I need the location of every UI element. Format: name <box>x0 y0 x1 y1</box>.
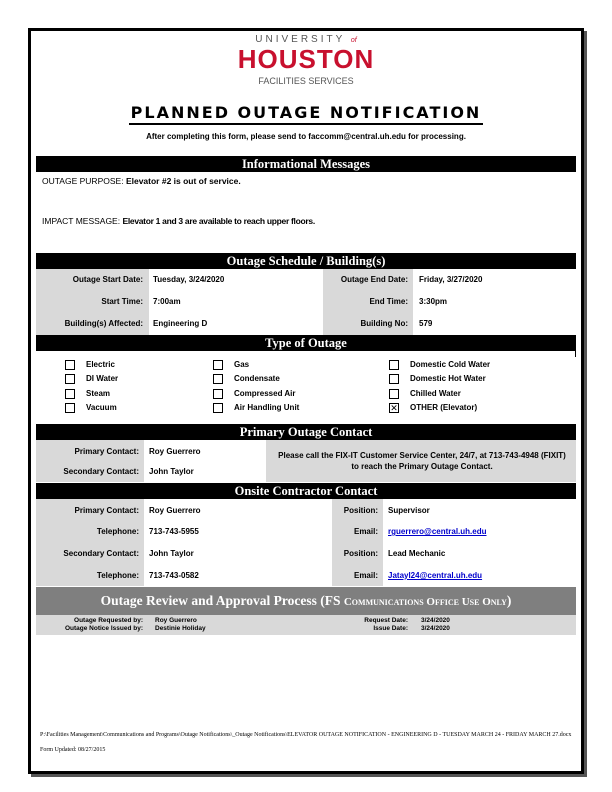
checkbox-label-di-water: DI Water <box>86 374 119 383</box>
checkbox-label-domestic-cold-water: Domestic Cold Water <box>410 360 491 369</box>
checkbox-label-condensate: Condensate <box>234 374 280 383</box>
onsite-primary-email-link[interactable]: rguerrero@central.uh.edu <box>388 527 487 536</box>
outage-purpose: OUTAGE PURPOSE: Elevator #2 is out of service. <box>42 176 241 186</box>
start-time-label: Start Time: <box>101 297 143 306</box>
onsite-secondary-email-link[interactable]: Jatayl24@central.uh.edu <box>388 571 483 580</box>
issue-date-label: Issue Date: <box>373 625 408 632</box>
instruction-text: After completing this form, please send to faccomm@central.uh.edu for processing. <box>146 132 466 141</box>
primary-contact-name: Roy Guerrero <box>149 447 201 456</box>
checkbox-electric[interactable] <box>65 360 75 370</box>
issued-by-value: Destinie Holiday <box>155 625 206 632</box>
checkbox-label-air-handling-unit: Air Handling Unit <box>234 403 300 412</box>
onsite-secondary-email-label: Email: <box>353 571 378 580</box>
onsite-primary-email-label: Email: <box>353 527 378 536</box>
onsite-primary-position: Supervisor <box>388 506 430 515</box>
issue-date-value: 3/24/2020 <box>421 625 450 632</box>
end-time-label: End Time: <box>369 297 408 306</box>
checkbox-domestic-hot-water[interactable] <box>389 374 399 384</box>
logo-houston: HOUSTON <box>237 44 375 74</box>
page-title: PLANNED OUTAGE NOTIFICATION <box>0 103 612 123</box>
primary-contact-label: Primary Contact: <box>74 447 139 456</box>
end-time-value: 3:30pm <box>419 297 448 306</box>
checkbox-label-vacuum: Vacuum <box>86 403 117 412</box>
requested-by-value: Roy Guerrero <box>155 617 197 624</box>
onsite-secondary-label: Secondary Contact: <box>63 549 139 558</box>
informational-header: Informational Messages <box>36 156 576 172</box>
building-no-value: 579 <box>419 319 433 328</box>
type-header: Type of Outage <box>36 335 576 351</box>
onsite-secondary-phone-label: Telephone: <box>96 571 139 580</box>
primary-contact-header: Primary Outage Contact <box>36 424 576 440</box>
fixit-note: Please call the FIX-IT Customer Service Center, 24/7, at 713-743-4948 (FIXIT) to reach the Primary Outage Contact. <box>278 451 566 471</box>
onsite-primary-label: Primary Contact: <box>74 506 139 515</box>
building-no-label: Building No: <box>360 319 408 328</box>
checkbox-other[interactable]: ✕ <box>390 403 398 413</box>
requested-by-label: Outage Requested by: <box>74 617 143 624</box>
checkbox-compressed-air[interactable] <box>213 389 223 399</box>
impact-message: IMPACT MESSAGE: Elevator 1 and 3 are available to reach upper floors. <box>42 216 315 226</box>
onsite-contact-header: Onsite Contractor Contact <box>36 483 576 499</box>
onsite-secondary-position-label: Position: <box>343 549 378 558</box>
checkbox-air-handling-unit[interactable] <box>213 403 223 413</box>
request-date-value: 3/24/2020 <box>421 617 450 624</box>
checkbox-gas[interactable] <box>213 360 223 370</box>
start-time-value: 7:00am <box>153 297 181 306</box>
end-date-label: Outage End Date: <box>340 275 408 284</box>
checkbox-label-steam: Steam <box>86 389 111 398</box>
issued-by-label: Outage Notice Issued by: <box>64 625 143 632</box>
logo-university: UNIVERSITY of <box>255 34 357 45</box>
checkbox-label-compressed-air: Compressed Air <box>234 389 296 398</box>
checkbox-steam[interactable] <box>65 389 75 399</box>
secondary-contact-name: John Taylor <box>149 467 194 476</box>
checkbox-di-water[interactable] <box>65 374 75 384</box>
onsite-primary-position-label: Position: <box>343 506 378 515</box>
onsite-secondary-position: Lead Mechanic <box>388 549 446 558</box>
onsite-primary-name: Roy Guerrero <box>149 506 201 515</box>
checkbox-label-domestic-hot-water: Domestic Hot Water <box>410 374 486 383</box>
logo-facilities-services: FACILITIES SERVICES <box>258 76 354 86</box>
checkbox-label-other: OTHER (Elevator) <box>410 403 478 412</box>
schedule-header: Outage Schedule / Building(s) <box>36 253 576 269</box>
header-edge-tick <box>575 351 576 357</box>
checkbox-label-electric: Electric <box>86 360 115 369</box>
secondary-contact-label: Secondary Contact: <box>63 467 139 476</box>
checkbox-domestic-cold-water[interactable] <box>389 360 399 370</box>
checkbox-condensate[interactable] <box>213 374 223 384</box>
review-header: Outage Review and Approval Process (FS Communications Office Use Only) <box>36 587 576 615</box>
building-value: Engineering D <box>153 319 208 328</box>
checkbox-label-gas: Gas <box>234 360 250 369</box>
form-updated: Form Updated: 08/27/2015 <box>40 747 106 753</box>
building-label: Building(s) Affected: <box>64 319 143 328</box>
checkbox-chilled-water[interactable] <box>389 389 399 399</box>
checkbox-label-chilled-water: Chilled Water <box>410 389 461 398</box>
end-date-value: Friday, 3/27/2020 <box>419 275 483 284</box>
onsite-secondary-phone: 713-743-0582 <box>149 571 199 580</box>
onsite-primary-phone-label: Telephone: <box>96 527 139 536</box>
start-date-label: Outage Start Date: <box>72 275 143 284</box>
start-date-value: Tuesday, 3/24/2020 <box>153 275 225 284</box>
onsite-secondary-name: John Taylor <box>149 549 194 558</box>
file-path: P:\Facilities Management\Communications and Programs\Outage Notifications\_Outage Notifications\ELEVATOR OUTAGE NOTIFICATION - ENGINEERING D - TUESDAY MARCH 24 - FRIDAY MARCH 27.docx <box>40 732 572 738</box>
request-date-label: Request Date: <box>364 617 408 624</box>
checkbox-vacuum[interactable] <box>65 403 75 413</box>
onsite-primary-phone: 713-743-5955 <box>149 527 199 536</box>
